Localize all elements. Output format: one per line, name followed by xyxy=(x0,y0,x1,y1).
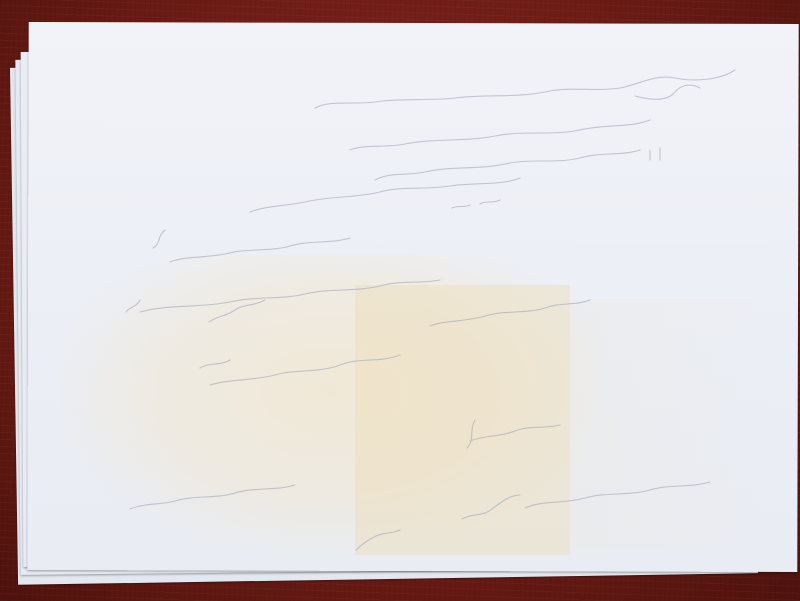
lamp-glow-highlight xyxy=(355,285,570,555)
lamp-glow-fade xyxy=(570,300,770,550)
